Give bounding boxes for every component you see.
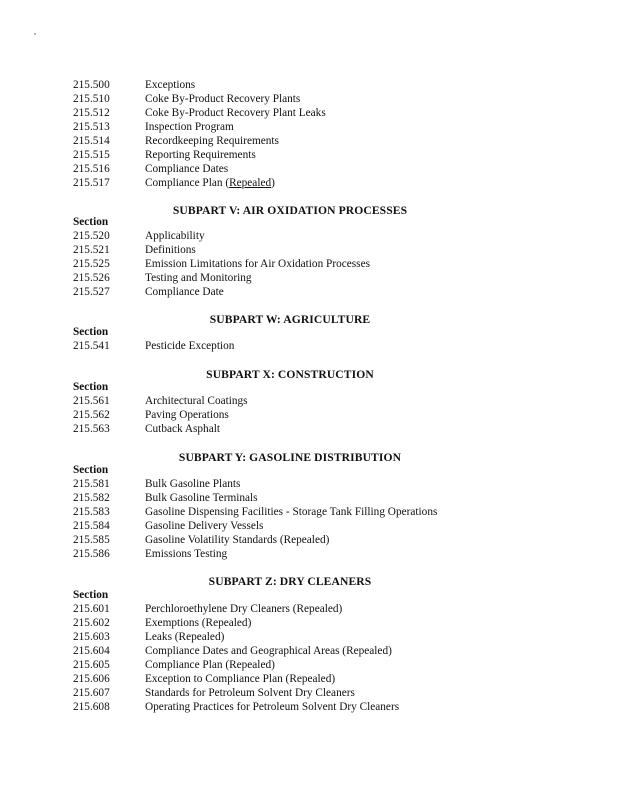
section-title: Inspection Program [145,121,234,133]
section-number: 215.604 [73,645,110,657]
subpart-heading: SUBPART Y: GASOLINE DISTRIBUTION [178,451,402,464]
section-number: 215.602 [73,617,110,629]
section-number: 215.510 [73,93,110,105]
section-title: Reporting Requirements [145,149,256,161]
section-number: 215.586 [73,548,110,560]
section-number: 215.606 [73,673,110,685]
section-title: Compliance Plan (Repealed) [145,659,275,671]
section-title: Testing and Monitoring [145,272,252,284]
section-column-label: Section [73,589,109,601]
section-number: 215.517 [73,177,110,189]
section-number: 215.527 [73,286,110,298]
section-number: 215.607 [73,687,110,699]
section-number: 215.521 [73,244,110,256]
section-column-label: Section [73,381,109,393]
section-title: Exception to Compliance Plan (Repealed) [145,673,336,685]
section-number: 215.562 [73,409,110,421]
section-number: 215.526 [73,272,110,284]
section-number: 215.541 [73,340,110,352]
section-number: 215.581 [73,478,110,490]
section-title: Emission Limitations for Air Oxidation Processes [145,258,370,270]
section-number: 215.520 [73,230,110,242]
section-number: 215.585 [73,534,110,546]
section-number: 215.561 [73,395,110,407]
subpart-heading: SUBPART W: AGRICULTURE [209,313,371,326]
subpart-heading: SUBPART X: CONSTRUCTION [206,368,374,381]
scan-speck [34,33,36,35]
section-number: 215.515 [73,149,110,161]
section-title: Recordkeeping Requirements [145,135,279,147]
section-number: 215.603 [73,631,110,643]
section-title: Compliance Dates and Geographical Areas (Repealed) [145,645,392,657]
section-title: Exemptions (Repealed) [145,617,252,629]
section-number: 215.605 [73,659,110,671]
section-title: Applicability [145,230,205,242]
section-title: Operating Practices for Petroleum Solvent Dry Cleaners [145,701,400,713]
section-title: Gasoline Delivery Vessels [145,520,264,532]
section-number: 215.514 [73,135,110,147]
section-number: 215.608 [73,701,110,713]
section-title: Paving Operations [145,409,229,421]
subpart-heading: SUBPART Z: DRY CLEANERS [208,575,372,588]
section-title: Architectural Coatings [145,395,248,407]
section-title: Bulk Gasoline Plants [145,478,241,490]
section-title: Compliance Plan (Repealed) [145,177,275,189]
section-number: 215.512 [73,107,110,119]
section-number: 215.500 [73,79,110,91]
section-title: Compliance Date [145,286,224,298]
section-title: Pesticide Exception [145,340,235,352]
section-number: 215.582 [73,492,110,504]
section-column-label: Section [73,326,109,338]
section-title: Perchloroethylene Dry Cleaners (Repealed) [145,603,343,615]
section-title: Compliance Dates [145,163,229,175]
section-column-label: Section [73,216,109,228]
section-number: 215.584 [73,520,110,532]
section-title: Cutback Asphalt [145,423,220,435]
section-title: Exceptions [145,79,196,91]
section-title: Coke By-Product Recovery Plant Leaks [145,107,326,119]
section-title: Emissions Testing [145,548,228,560]
section-title: Definitions [145,244,196,256]
section-number: 215.525 [73,258,110,270]
section-title: Coke By-Product Recovery Plants [145,93,301,105]
section-number: 215.583 [73,506,110,518]
section-title: Standards for Petroleum Solvent Dry Cleaners [145,687,355,699]
section-title: Leaks (Repealed) [145,631,225,643]
section-title: Gasoline Volatility Standards (Repealed) [145,534,330,546]
section-number: 215.563 [73,423,110,435]
section-number: 215.601 [73,603,110,615]
section-column-label: Section [73,464,109,476]
section-number: 215.513 [73,121,110,133]
subpart-heading: SUBPART V: AIR OXIDATION PROCESSES [172,204,408,217]
section-title: Gasoline Dispensing Facilities - Storage Tank Filling Operations [145,506,438,518]
section-number: 215.516 [73,163,110,175]
section-title: Bulk Gasoline Terminals [145,492,258,504]
